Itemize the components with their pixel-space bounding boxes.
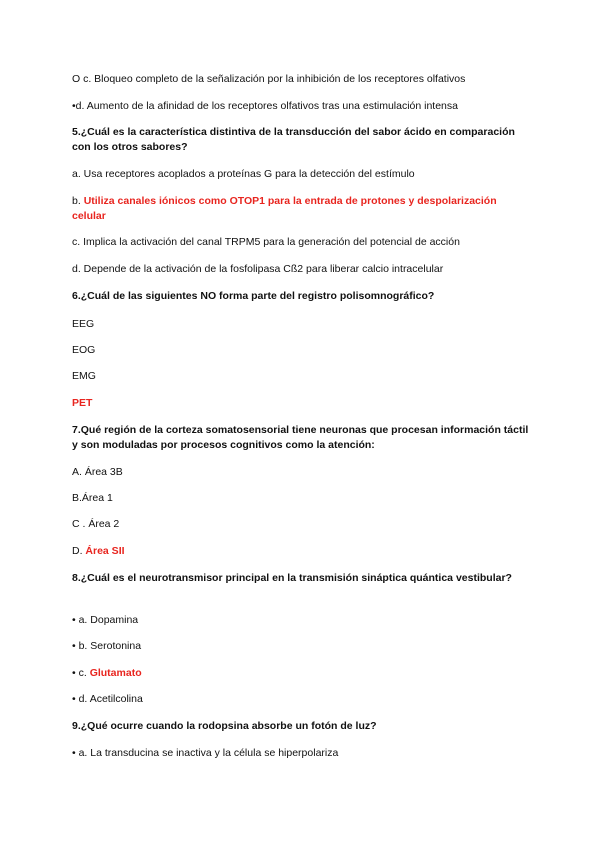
q6-option-3: EMG <box>72 370 96 382</box>
q8-option-a: • a. Dopamina <box>72 614 139 626</box>
q7-question: 7.Qué región de la corteza somatosensorial tiene neuronas que procesan información táctil y son moduladas por procesos cognitivos como la atención: <box>72 424 529 451</box>
q8-correct-answer: Glutamato <box>89 667 142 679</box>
q8-option-d: • d. Acetilcolina <box>72 693 143 705</box>
q4-option-c: O c. Bloqueo completo de la señalización por la inhibición de los receptores olfativos <box>72 73 466 85</box>
q4-option-d: •d. Aumento de la afinidad de los receptores olfativos tras una estimulación intensa <box>72 100 458 112</box>
q5-correct-answer: Utiliza canales iónicos como OTOP1 para la entrada de protones y despolarización celular <box>72 195 497 222</box>
q5-option-a: a. Usa receptores acoplados a proteínas G para la detección del estímulo <box>72 168 415 180</box>
q8-option-b: • b. Serotonina <box>72 640 142 652</box>
q5-option-b-prefix: b. <box>72 195 84 207</box>
q8-question: 8.¿Cuál es el neurotransmisor principal en la transmisión sináptica quántica vestibular? <box>72 572 512 584</box>
q7-option-b: B.Área 1 <box>72 492 113 504</box>
q7-option-d <box>72 544 532 559</box>
q7-option-c: C . Área 2 <box>72 518 120 530</box>
q5-option-b <box>72 194 532 224</box>
q7-option-d-prefix: D. <box>72 545 86 557</box>
q7-correct-answer: Área SII <box>85 545 125 557</box>
q6-option-1: EEG <box>72 318 95 330</box>
q7-option-a: A. Área 3B <box>72 466 123 478</box>
q6-question: 6.¿Cuál de las siguientes NO forma parte del registro polisomnográfico? <box>72 290 435 302</box>
q9-option-a: • a. La transducina se inactiva y la célula se hiperpolariza <box>72 747 339 759</box>
q6-correct-answer: PET <box>72 397 93 409</box>
q8-option-c <box>72 666 532 681</box>
q5-option-c: c. Implica la activación del canal TRPM5 para la generación del potencial de acción <box>72 236 460 248</box>
q8-option-c-prefix: • c. <box>72 667 90 679</box>
q5-option-d: d. Depende de la activación de la fosfolipasa Cß2 para liberar calcio intracelular <box>72 263 444 275</box>
q6-option-2: EOG <box>72 344 96 356</box>
q9-question: 9.¿Qué ocurre cuando la rodopsina absorbe un fotón de luz? <box>72 720 377 732</box>
q5-question: 5.¿Cuál es la característica distintiva de la transducción del sabor ácido en comparación con los otros sabores? <box>72 126 515 153</box>
